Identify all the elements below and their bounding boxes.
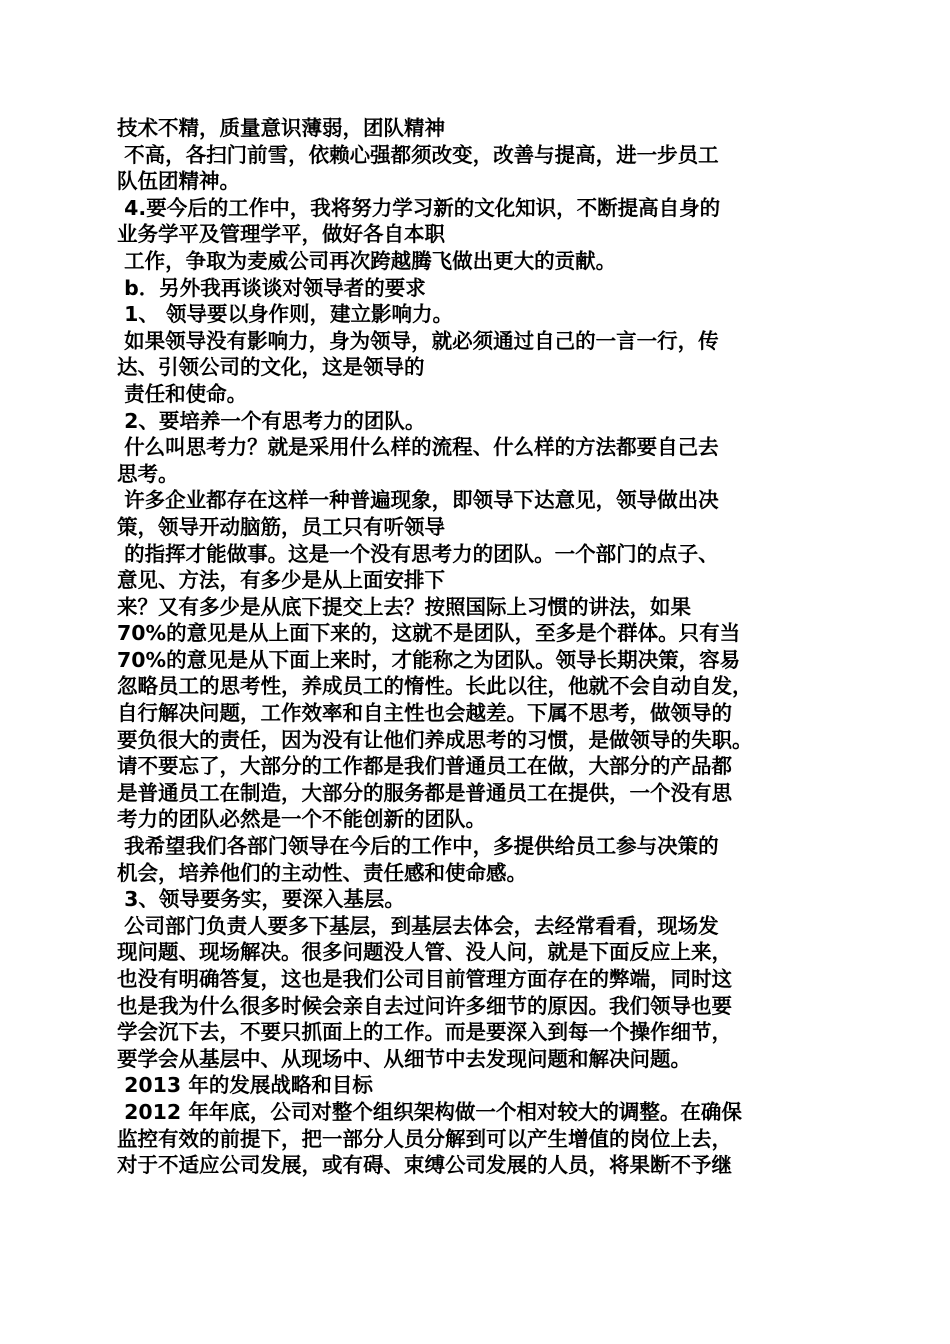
text-line: 技术不精，质量意识薄弱，团队精神: [117, 116, 445, 140]
text-line: 请不要忘了，大部分的工作都是我们普通员工在做，大部分的产品都: [117, 754, 732, 779]
text-line: 70%的意见是从下面上来时，才能称之为团队。领导长期决策，容易: [117, 647, 741, 672]
text-line: 机会，培养他们的主动性、责任感和使命感。: [117, 860, 527, 885]
text-line: 要负很大的责任，因为没有让他们养成思考的习惯，是做领导的失职。: [117, 727, 753, 752]
text-line: 是普通员工在制造，大部分的服务都是普通员工在提供，一个没有思: [117, 780, 732, 805]
text-line: 也是我为什么很多时候会亲自去过问许多细节的原因。我们领导也要: [117, 993, 732, 1018]
text-line: 1、 领导要以身作则，建立影响力。: [117, 302, 454, 327]
text-line: 意见、方法，有多少是从上面安排下: [117, 568, 445, 593]
text-line: 公司部门负责人要多下基层，到基层去体会，去经常看看，现场发: [117, 913, 719, 938]
text-line: 2012 年年底，公司对整个组织架构做一个相对较大的调整。在确保: [117, 1099, 742, 1124]
text-line: 忽略员工的思考性，养成员工的惰性。长此以往，他就不会自动自发，: [117, 674, 753, 699]
text-line: 队伍团精神。: [117, 169, 240, 194]
text-line: 工作，争取为麦威公司再次跨越腾飞做出更大的贡献。: [117, 248, 617, 273]
text-line: 2、要培养一个有思考力的团队。: [117, 408, 426, 433]
text-line: 考力的团队必然是一个不能创新的团队。: [117, 807, 486, 832]
text-line: 4.要今后的工作中，我将努力学习新的文化知识，不断提高自身的: [117, 195, 721, 220]
text-line: 达、引领公司的文化，这是领导的: [117, 355, 425, 380]
text-line: 策，领导开动脑筋，员工只有听领导: [117, 514, 445, 539]
text-line: 如果领导没有影响力，身为领导，就必须通过自己的一言一行，传: [117, 328, 719, 353]
document-body: [117, 115, 857, 1179]
text-line: 自行解决问题，工作效率和自主性也会越差。下属不思考，做领导的: [117, 701, 732, 726]
text-line: 什么叫思考力？就是采用什么样的流程、什么样的方法都要自己去: [117, 435, 719, 460]
text-line: 70%的意见是从上面下来的，这就不是团队，至多是个群体。只有当: [117, 621, 741, 646]
text-line: 来？又有多少是从底下提交上去？按照国际上习惯的讲法，如果: [117, 594, 691, 619]
text-line: 现问题、现场解决。很多问题没人管、没人问，就是下面反应上来，: [117, 940, 732, 965]
text-line: 责任和使命。: [117, 381, 248, 406]
text-line: 思考。: [117, 461, 179, 486]
text-line: 学会沉下去，不要只抓面上的工作。而是要深入到每一个操作细节，: [117, 1020, 732, 1045]
text-line: 要学会从基层中、从现场中、从细节中去发现问题和解决问题。: [117, 1046, 691, 1071]
text-line: 3、领导要务实，要深入基层。: [117, 887, 405, 912]
text-line: 对于不适应公司发展，或有碍、束缚公司发展的人员，将果断不予继: [117, 1153, 732, 1178]
text-line: 业务学平及管理学平，做好各自本职: [117, 222, 445, 247]
text-line: b．另外我再谈谈对领导者的要求: [117, 275, 426, 300]
text-line: 的指挥才能做事。这是一个没有思考力的团队。一个部门的点子、: [117, 541, 719, 566]
text-line: 也没有明确答复，这也是我们公司目前管理方面存在的弊端，同时这: [117, 967, 732, 991]
text-line: 不高，各扫门前雪，依赖心强都须改变，改善与提高，进一步员工: [117, 142, 719, 167]
text-line: 我希望我们各部门领导在今后的工作中，多提供给员工参与决策的: [117, 834, 719, 859]
text-line: 监控有效的前提下，把一部分人员分解到可以产生增值的岗位上去，: [117, 1126, 732, 1151]
text-line: 许多企业都存在这样一种普遍现象，即领导下达意见，领导做出决: [117, 488, 719, 513]
text-line: 2013 年的发展战略和目标: [117, 1073, 373, 1098]
